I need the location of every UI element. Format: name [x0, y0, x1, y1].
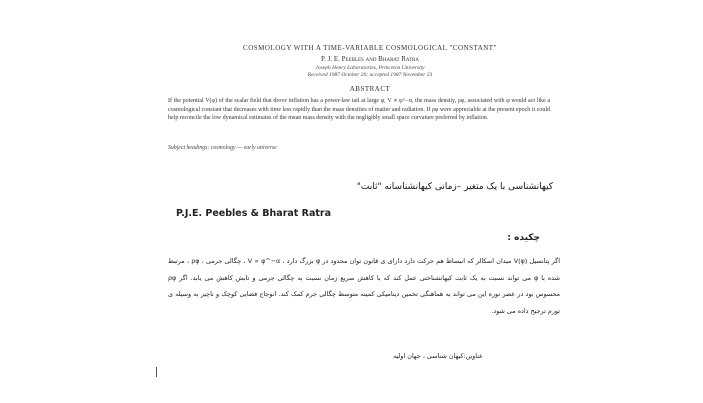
english-abstract-body: If the potential V(φ) of the scalar field that drove inflation has a power-law tail at large φ, V ∝ φ^−α, the mass density, ρφ, associated with φ would act like a cosmological constant that decreases with time less rapidly than the mass densities of matter and radiation. If ρφ were appreciable at the present epoch it could help reconcile the low dynamical estimates of the mean mass density with the negligibly small space curvature preferred by inflation. [168, 98, 550, 121]
persian-abstract-body: اگر پتانسیل (φ)V میدان اسکالر که انبساط هم حرکت دارد دارای ی قانون توان محدود در φ بزرگ دارد ، V ∝ φ^−α ، چگالی جرمی ، ρφ ، مرتبط شده با φ می تواند نسبت به یک ثابت کیهانشناختی عمل کند که با کاهش سریع زمان نسبت به چگالی جرمی و تابش کاهش می یابد. اگر ρφ محسوس بود در عصر نوره این می تواند به هماهنگی تخمین دینامیکی کمینه متوسط چگالی جرم کمک کند. انوجاج فضایی کوچک و ناچیز به وسیله ی تورم ترجیح داده می شود. [168, 257, 560, 315]
english-title: COSMOLOGY WITH A TIME-VARIABLE COSMOLOGICAL "CONSTANT" [243, 44, 497, 52]
persian-authors: P.J.E. Peebles & Bharat Ratra [176, 208, 332, 219]
persian-abstract-heading: چکیده : [507, 233, 540, 243]
english-authors: P. J. E. Peebles and Bharat Ratra [321, 55, 419, 63]
english-subject-headings: Subject headings: cosmology — early universe [168, 145, 277, 151]
persian-title: کیهانشناسی با یک متغیر –زمانی کیهانشناسانه "ثابت" [356, 182, 553, 192]
english-received-date: Received 1987 October 20; accepted 1987 November 23 [307, 72, 433, 78]
persian-keywords: عناوین:کیهان شناسی ، جهان اولیه [393, 352, 483, 360]
margin-mark [156, 367, 157, 377]
english-institution: Joseph Henry Laboratories, Princeton University [315, 65, 425, 71]
english-abstract-heading: ABSTRACT [349, 85, 391, 93]
